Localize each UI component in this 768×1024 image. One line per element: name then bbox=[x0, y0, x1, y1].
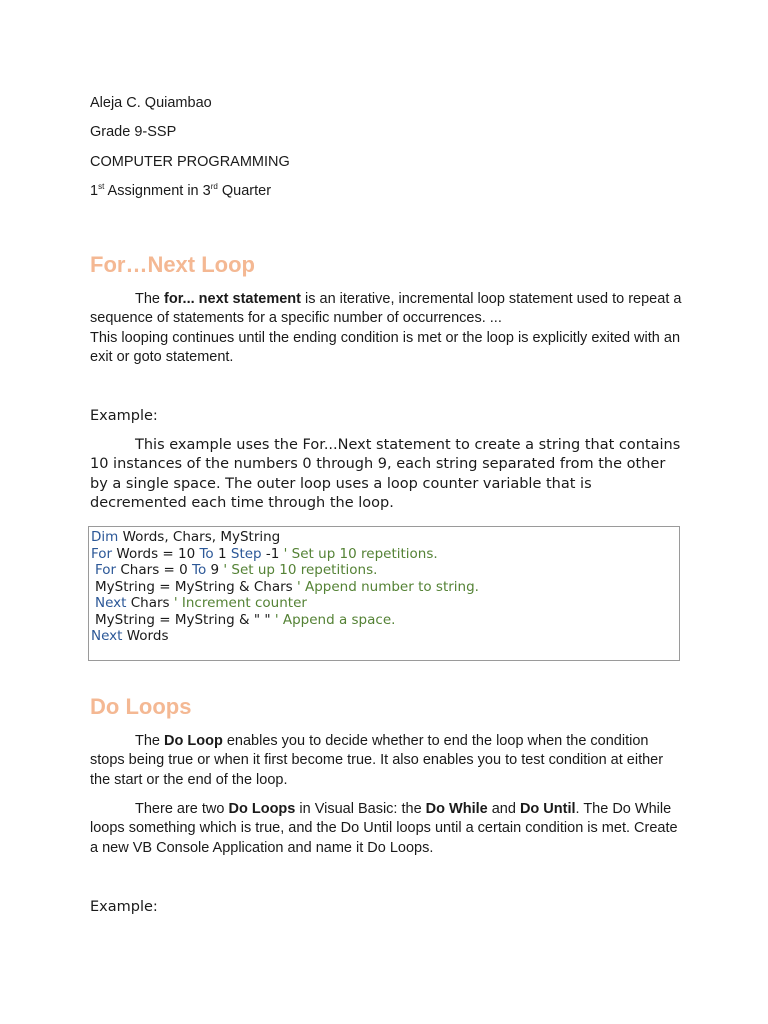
do-loops-description: The Do Loop enables you to decide whether to end the loop when the condition stops being true or when it first become true. It also enables you to test condition at either the start or the end of the loop. bbox=[90, 733, 664, 788]
do-loops-heading: Do Loops bbox=[90, 694, 192, 719]
code-line-2: For Words = 10 To 1 Step -1 ' Set up 10 repetitions. bbox=[91, 546, 438, 562]
for-next-example-text: This example uses the For...Next statement to create a string that contains 10 instances of the numbers 0 through 9, each string separated from the other by a single space. The outer loop uses a loop counter variable that is decremented each time through the loop. bbox=[90, 437, 681, 511]
code-block bbox=[88, 526, 680, 661]
for-next-description: The for... next statement is an iterative, incremental loop statement used to repeat a sequence of statements for a specific number of occurrences. ... This looping continues until the ending condition is met or the loop is explicitly exited with an exit or goto statement. bbox=[90, 291, 682, 365]
code-line-6: MyString = MyString & " " ' Append a space. bbox=[95, 612, 396, 628]
for-next-example-label: Example: bbox=[90, 408, 158, 424]
do-loops-example-label: Example: bbox=[90, 899, 158, 915]
assignment-line: 1st Assignment in 3rd Quarter bbox=[90, 182, 272, 199]
code-line-5: Next Chars ' Increment counter bbox=[95, 595, 307, 611]
code-line-4: MyString = MyString & Chars ' Append number to string. bbox=[95, 579, 479, 595]
do-loops-types: There are two Do Loops in Visual Basic: the Do While and Do Until. The Do While loops something which is true, and the Do Until loops until a certain condition is met. Create a new VB Console Application and name it Do Loops. bbox=[90, 801, 678, 856]
code-line-1: Dim Words, Chars, MyString bbox=[91, 529, 281, 545]
code-line-7: Next Words bbox=[91, 628, 169, 644]
student-name: Aleja C. Quiambao bbox=[90, 95, 212, 111]
grade-section: Grade 9-SSP bbox=[90, 124, 177, 140]
code-line-3: For Chars = 0 To 9 ' Set up 10 repetitions. bbox=[95, 562, 378, 578]
for-next-heading: For…Next Loop bbox=[90, 252, 255, 277]
subject-title: COMPUTER PROGRAMMING bbox=[90, 154, 290, 170]
